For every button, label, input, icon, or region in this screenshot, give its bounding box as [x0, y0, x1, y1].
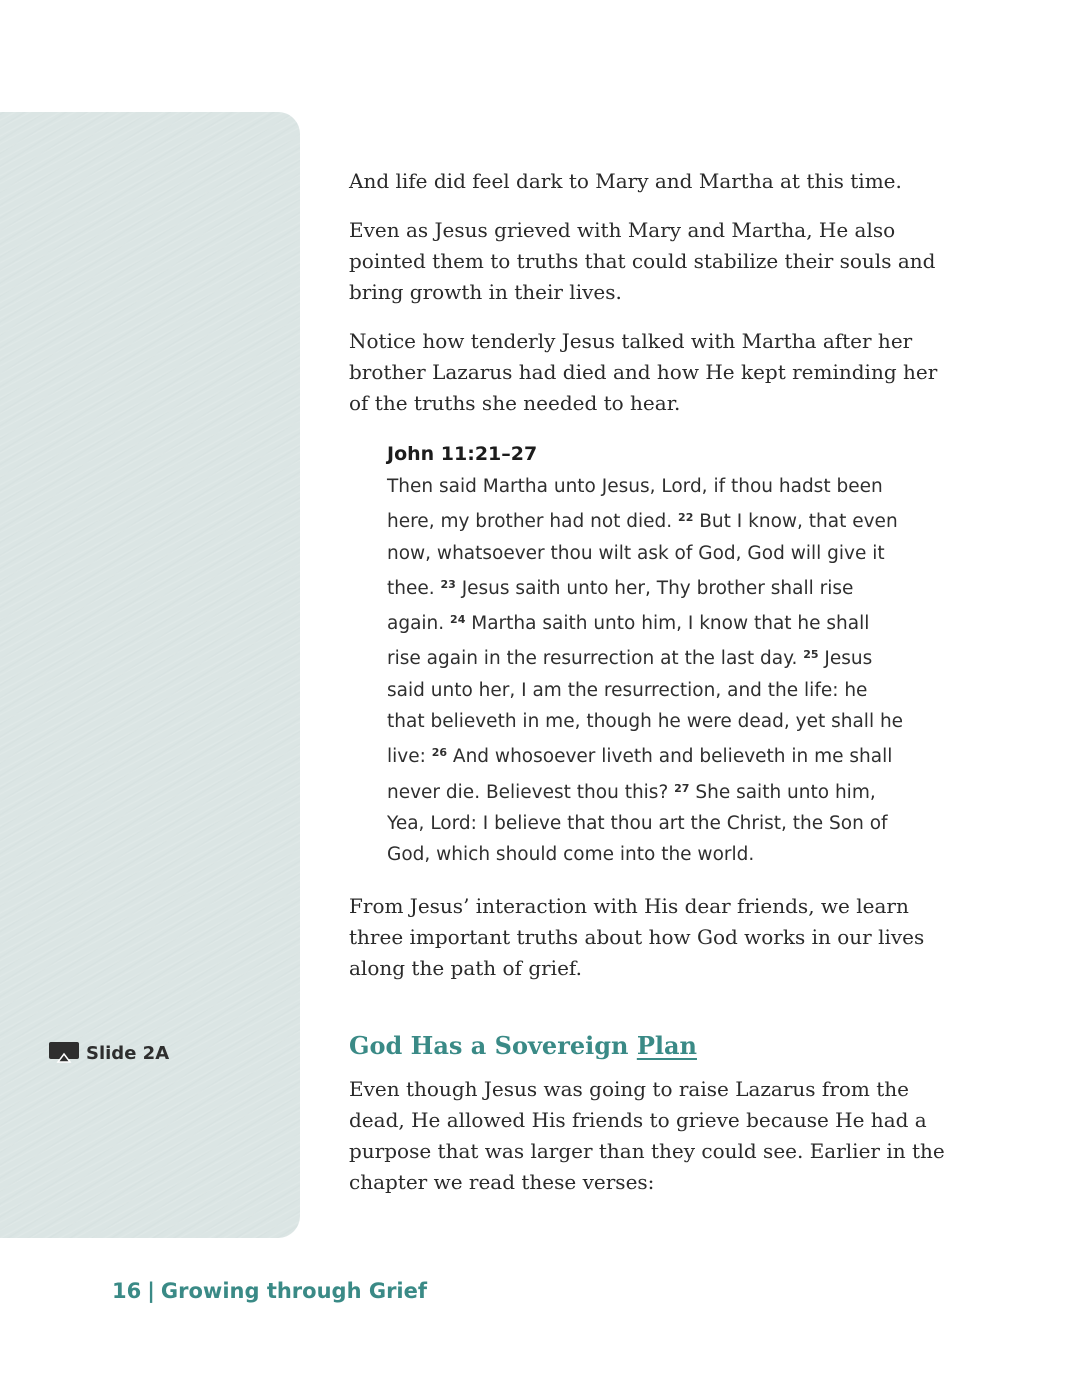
slide-tag [49, 1042, 169, 1064]
book-title: Growing through Grief [160, 1279, 428, 1303]
verse-number: 23 [440, 577, 456, 591]
verse-number: 24 [450, 613, 466, 627]
slide-label: Slide 2A [86, 1042, 170, 1064]
scripture-block [387, 441, 907, 871]
verse-number: 22 [678, 511, 694, 525]
page-footer [112, 1279, 427, 1303]
presentation-screen-icon [49, 1042, 79, 1064]
footer-separator: | [147, 1279, 155, 1303]
paragraph: Even as Jesus grieved with Mary and Martha, He also pointed them to truths that could stabilize their souls and bring growth in their lives. [349, 218, 936, 304]
side-panel [0, 112, 300, 1238]
verse-text: Then said Martha unto Jesus, Lord, if thou hadst been here, my brother had not died. [387, 476, 883, 533]
section-heading [349, 1030, 949, 1062]
page-number: 16 [112, 1279, 142, 1303]
verse-number: 27 [674, 781, 690, 795]
paragraph: Notice how tenderly Jesus talked with Martha after her brother Lazarus had died and how He kept reminding her of the truths she needed to hear. [349, 329, 938, 415]
verse-number: 26 [431, 746, 448, 760]
verse-number: 25 [803, 648, 819, 662]
verse-text: And whosoever liveth and believeth in me shall never die. Believest thou this? [387, 746, 893, 803]
scripture-reference: John 11:21–27 [387, 443, 538, 465]
heading-underlined-word: Plan [636, 1030, 697, 1060]
main-content [349, 166, 949, 1216]
heading-text: God Has a Sovereign [349, 1030, 637, 1060]
paragraph: And life did feel dark to Mary and Martha at this time. [349, 169, 902, 193]
verse-text: Jesus saith unto her, Thy brother shall rise again. [387, 577, 854, 635]
verse-text: Martha saith unto him, I know that he shall rise again in the resurrection at the last day. [387, 613, 870, 670]
verse-text: But I know, that even now, whatsoever thou wilt ask of God, God will give it thee. [387, 511, 898, 599]
verse-text: She saith unto him, Yea, Lord: I believe that thou art the Christ, the Son of God, which should come into the world. [387, 781, 888, 866]
paragraph: From Jesus’ interaction with His dear friends, we learn three important truths about how God works in our lives along the path of grief. [349, 893, 925, 980]
verse-text: Jesus said unto her, I am the resurrection, and the life: he that believeth in me, though he were dead, yet shall he live: [387, 648, 904, 768]
scripture-text [387, 471, 907, 871]
paragraph: Even though Jesus was going to raise Lazarus from the dead, He allowed His friends to grieve because He had a purpose that was larger than they could see. Earlier in the chapter we read these verses: [349, 1076, 945, 1194]
